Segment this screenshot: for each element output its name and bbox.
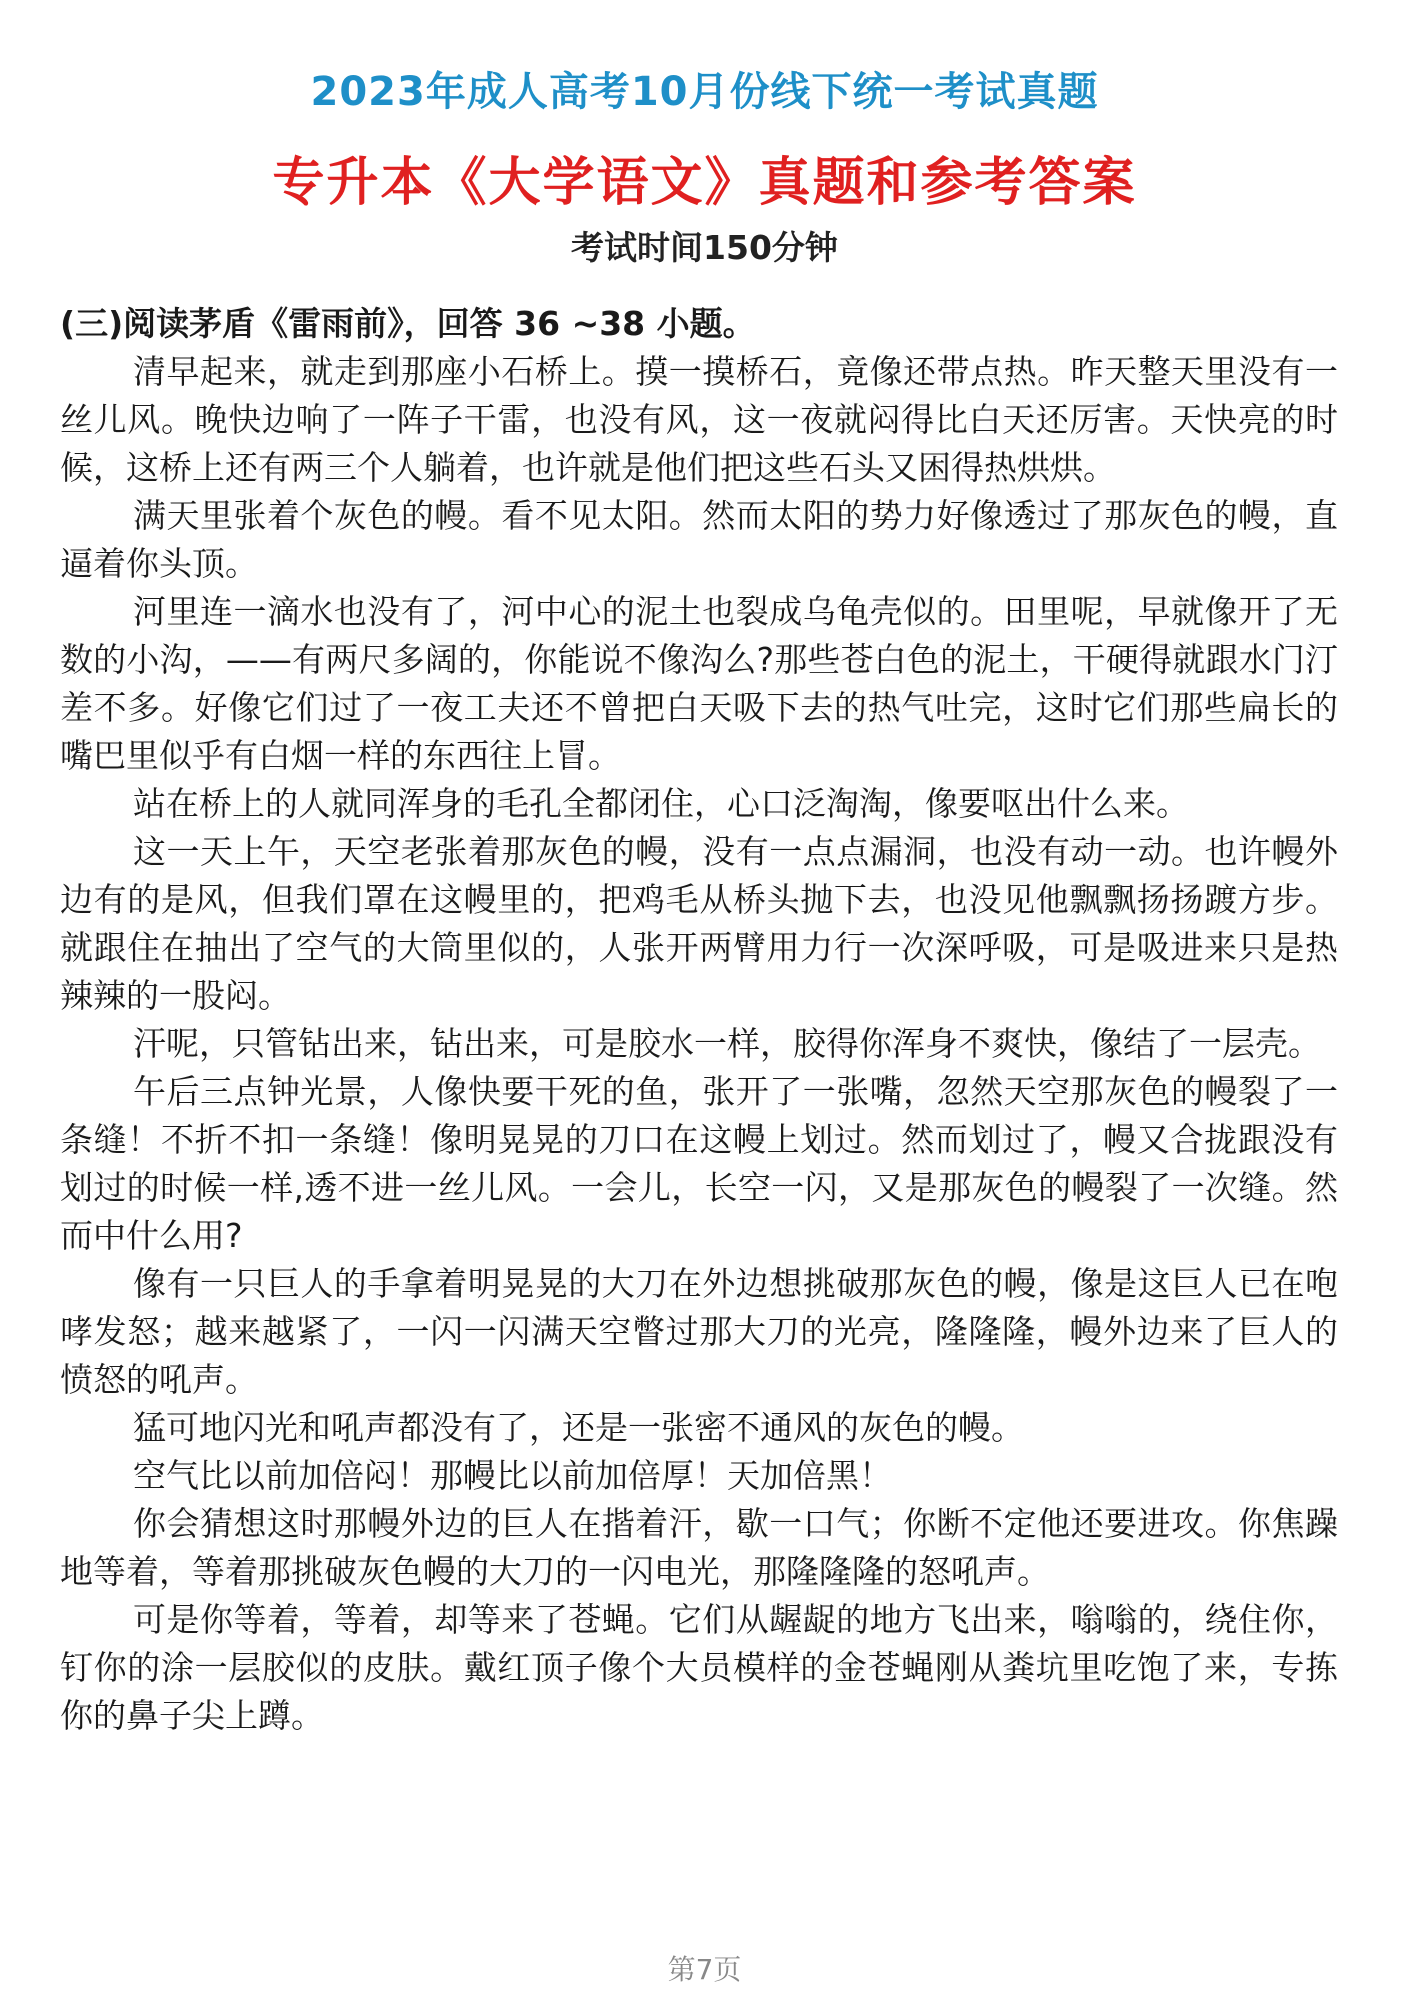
passage-paragraph: 猛可地闪光和吼声都没有了，还是一张密不通风的灰色的幔。 [133,1408,1024,1447]
passage-paragraph: 像有一只巨人的手拿着明晃晃的大刀在外边想挑破那灰色的幔，像是这巨人已在咆哮发怒；越来越紧了，一闪一闪满天空瞥过那大刀的光亮，隆隆隆，幔外边来了巨人的愤怒的吼声。 [60,1264,1338,1399]
section-heading: (三)阅读茅盾《雷雨前》，回答 36 ~38 小题。 [60,304,756,343]
passage-paragraph: 站在桥上的人就同浑身的毛孔全都闭住，心口泛淘淘，像要呕出什么来。 [133,784,1189,823]
passage-paragraph: 可是你等着，等着，却等来了苍蝇。它们从龌龊的地方飞出来，嗡嗡的，绕住你，钉你的涂一层胶似的皮肤。戴红顶子像个大员模样的金苍蝇刚从粪坑里吃饱了来，专拣你的鼻子尖上蹲。 [60,1600,1338,1735]
exam-series-title: 2023年成人高考10月份线下统一考试真题 [310,69,1099,115]
exam-duration: 考试时间150分钟 [571,228,838,267]
passage-paragraph: 汗呢，只管钻出来，钻出来，可是胶水一样，胶得你浑身不爽快，像结了一层壳。 [133,1024,1321,1063]
passage-paragraph: 满天里张着个灰色的幔。看不见太阳。然而太阳的势力好像透过了那灰色的幔，直逼着你头顶。 [60,496,1338,583]
passage-paragraph: 这一天上午，天空老张着那灰色的幔，没有一点点漏洞，也没有动一动。也许幔外边有的是风，但我们罩在这幔里的，把鸡毛从桥头抛下去，也没见他飘飘扬扬踱方步。就跟住在抽出了空气的大筒里似的，人张开两臂用力行一次深呼吸，可是吸进来只是热辣辣的一股闷。 [60,832,1338,1015]
passage-paragraph: 午后三点钟光景，人像快要干死的鱼，张开了一张嘴，忽然天空那灰色的幔裂了一条缝！不折不扣一条缝！像明晃晃的刀口在这幔上划过。然而划过了，幔又合拢跟没有划过的时候一样,透不进一丝儿风。一会儿，长空一闪，又是那灰色的幔裂了一次缝。然而中什么用? [60,1072,1338,1255]
passage-paragraph: 清早起来，就走到那座小石桥上。摸一摸桥石，竟像还带点热。昨天整天里没有一丝儿风。晚快边响了一阵子干雷，也没有风，这一夜就闷得比白天还厉害。天快亮的时候，这桥上还有两三个人躺着，也许就是他们把这些石头又困得热烘烘。 [60,352,1338,487]
document-main-title: 专升本《大学语文》真题和参考答案 [272,153,1137,213]
passage-paragraph: 你会猜想这时那幔外边的巨人在揩着汗，歇一口气；你断不定他还要进攻。你焦躁地等着，等着那挑破灰色幔的大刀的一闪电光，那隆隆隆的怒吼声。 [60,1504,1338,1591]
reading-passage [60,300,1338,1740]
passage-paragraph: 河里连一滴水也没有了，河中心的泥土也裂成乌龟壳似的。田里呢，早就像开了无数的小沟，——有两尺多阔的，你能说不像沟么?那些苍白色的泥土，干硬得就跟水门汀差不多。好像它们过了一夜工夫还不曾把白天吸下去的热气吐完，这时它们那些扁长的嘴巴里似乎有白烟一样的东西往上冒。 [60,592,1338,775]
page-number: 第7页 [667,1953,742,1986]
passage-paragraph: 空气比以前加倍闷！那幔比以前加倍厚！天加倍黑！ [133,1456,892,1495]
